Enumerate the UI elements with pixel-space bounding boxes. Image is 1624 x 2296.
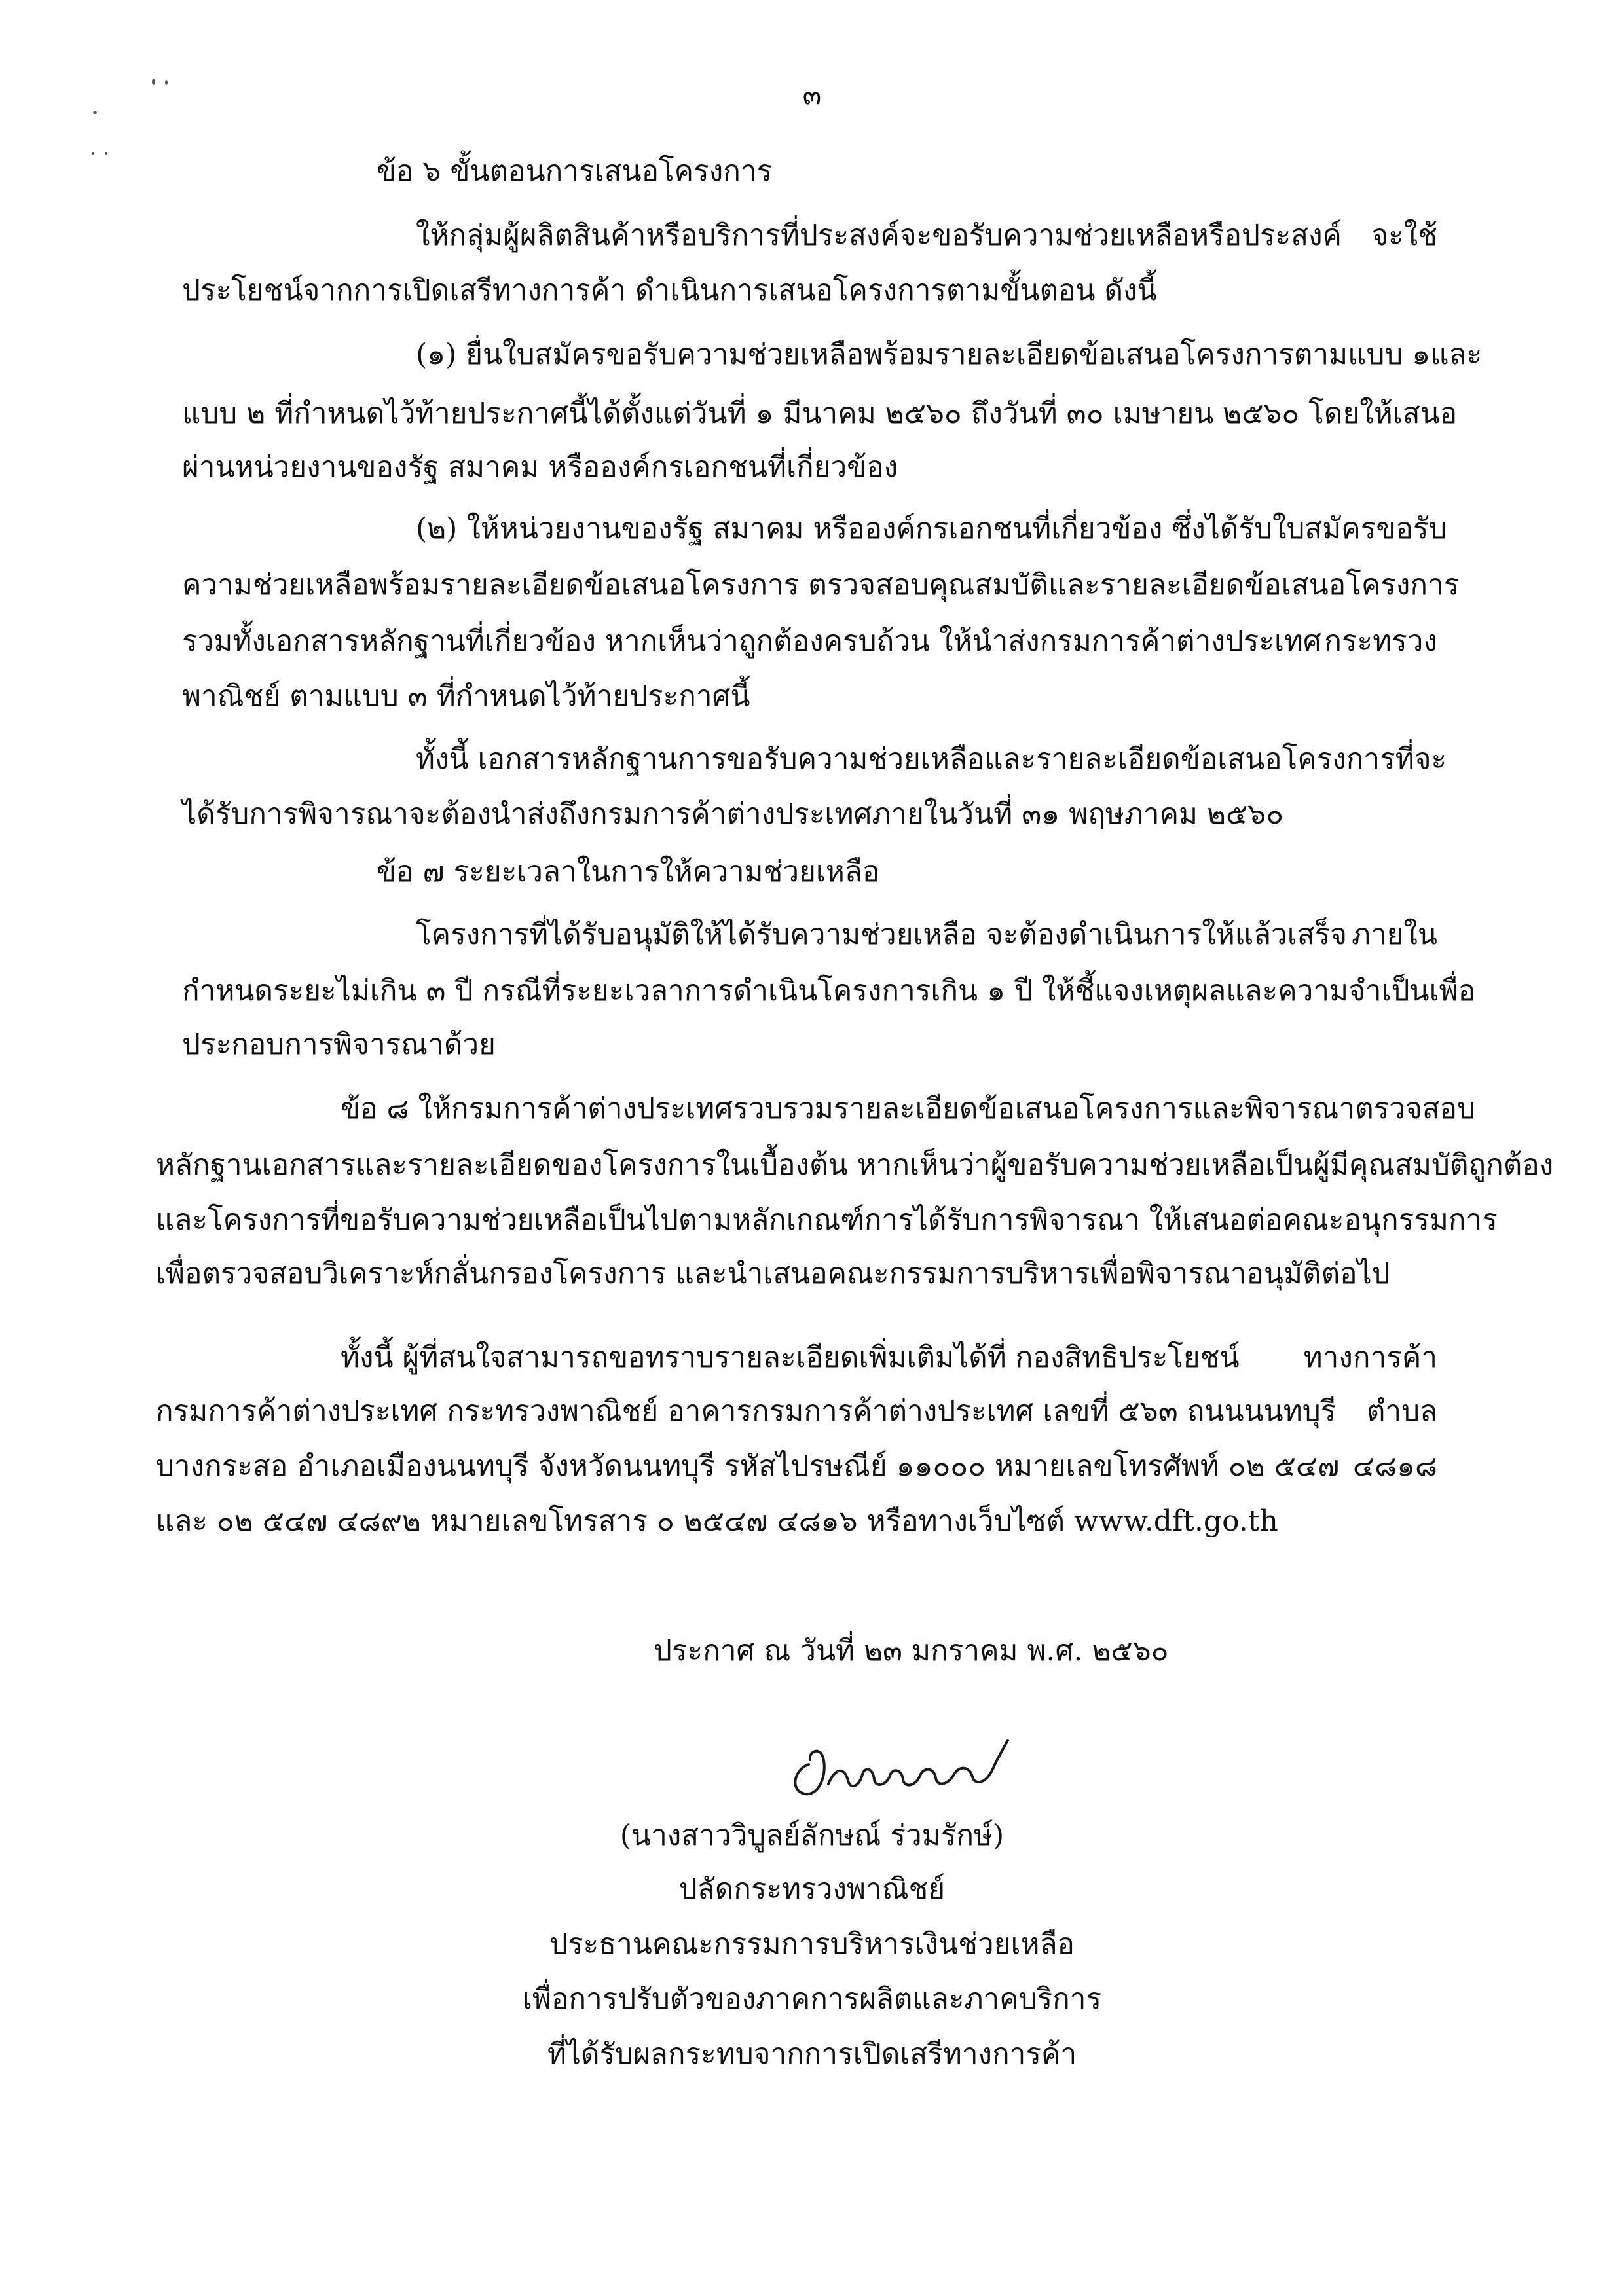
- line-text: คุณสมบัติถูกต้อง: [1348, 1148, 1554, 1182]
- line-text: ทั้งนี้ ผู้ที่สนใจสามารถขอทราบรายละเอียดเพิ่มเติมได้ที่ กองสิทธิประโยชน์: [341, 1341, 1240, 1374]
- line-text: แบบ ๒ ที่กำหนดไว้ท้ายประกาศนี้ได้ตั้งแต่วันที่ ๑ มีนาคม ๒๕๖๐ ถึงวันที่ ๓๐ เมษายน ๒๕๖๐ โดยให้: [182, 397, 1393, 430]
- paragraph-line: [416, 740, 1447, 779]
- signatory-position: ปลัดกระทรวงพาณิชย์: [678, 1872, 946, 1906]
- line-text: ๔๘๑๘: [1352, 1449, 1437, 1483]
- line-text: ภายใน: [1351, 918, 1437, 951]
- line-text: จะใช้: [1371, 219, 1437, 252]
- paragraph-line: ประโยชน์จากการเปิดเสรีทางการค้า ดำเนินการเสนอโครงการตามขั้นตอน ดังนี้: [182, 274, 1157, 307]
- paragraph-line: [416, 509, 1447, 549]
- line-text: บางกระสอ อำเภอเมืองนนทบุรี จังหวัดนนทบุรี รหัสไปรษณีย์ ๑๑๐๐๐ หมายเลขโทรศัพท์ ๐๒ ๕๔๗: [156, 1449, 1340, 1483]
- paragraph-line: [156, 1392, 1437, 1431]
- scan-speck: [105, 152, 107, 155]
- paragraph-line: ผ่านหน่วยงานของรัฐ สมาคม หรือองค์กรเอกชนที่เกี่ยวข้อง: [182, 450, 898, 484]
- line-text: ตรวจสอบ: [1355, 1092, 1475, 1125]
- line-text: และ: [1430, 338, 1483, 371]
- line-text: หลักฐานเอกสารและรายละเอียดของโครงการในเบื้องต้น หากเห็นว่าผู้ขอรับความช่วยเหลือเป็นผู้มี: [156, 1148, 1349, 1182]
- paragraph-line: [156, 1447, 1437, 1486]
- paragraph-line: [416, 335, 1483, 374]
- line-text: ตำบล: [1366, 1394, 1437, 1428]
- paragraph-line: เพื่อตรวจสอบวิเคราะห์กลั่นกรองโครงการ และนำเสนอคณะกรรมการบริหารเพื่อพิจารณาอนุมัติต่อไป: [156, 1257, 1390, 1290]
- line-text: กรมการค้าต่างประเทศ กระทรวงพาณิชย์ อาคารกรมการค้าต่างประเทศ เลขที่ ๕๖๓ ถนนนนทบุรี: [156, 1394, 1337, 1428]
- line-text: โครงการที่ได้รับอนุมัติให้ได้รับความช่วยเหลือ จะต้องดำเนินการให้แล้วเสร็จ: [416, 918, 1348, 951]
- line-text: (๒) ให้หน่วยงานของรัฐ สมาคม หรือองค์กรเอกชนที่เกี่ยวข้อง ซึ่งได้รับใบสมัคร: [416, 512, 1376, 545]
- line-text: และโครงการที่ขอรับความช่วยเหลือเป็นไปตามหลักเกณฑ์การได้รับการพิจารณา ให้เสนอต่อ: [156, 1203, 1283, 1237]
- paragraph-line: [156, 1201, 1498, 1240]
- line-text: (๑) ยื่นใบสมัครขอรับความช่วยเหลือพร้อมรายละเอียดข้อเสนอโครงการตามแบบ ๑: [416, 338, 1431, 371]
- line-text: ที่จะ: [1395, 742, 1447, 776]
- paragraph-line: [182, 566, 1460, 605]
- line-text: ขอรับ: [1376, 512, 1447, 545]
- line-text: ทางการค้า: [1303, 1341, 1437, 1374]
- paragraph-line: [182, 622, 1437, 661]
- line-text: ความช่วยเหลือพร้อมรายละเอียดข้อเสนอโครงการ ตรวจสอบคุณสมบัติและรายละเอียดข้อเสนอ: [182, 568, 1346, 602]
- signatory-position: เพื่อการปรับตัวของภาคการผลิตและภาคบริการ: [522, 1982, 1102, 2016]
- line-text: ข้อ ๘ ให้กรมการค้าต่างประเทศรวบรวมรายละเอียดข้อเสนอโครงการและพิจารณา: [341, 1092, 1356, 1125]
- line-text: กำหนดระยะไม่เกิน ๓ ปี กรณีที่ระยะเวลาการดำเนินโครงการเกิน ๑ ปี ให้ชี้แจงเหตุผลและความจำเป็น: [182, 974, 1430, 1008]
- scan-speck: [92, 152, 94, 155]
- line-text: กระทรวง: [1324, 625, 1437, 658]
- announcement-date: ประกาศ ณ วันที่ ๒๓ มกราคม พ.ศ. ๒๕๖๐: [654, 1634, 1169, 1667]
- signatory-position: ประธานคณะกรรมการบริหารเงินช่วยเหลือ: [549, 1927, 1075, 1961]
- paragraph-line: [416, 915, 1437, 955]
- clause-7-heading: ข้อ ๗ ระยะเวลาในการให้ความช่วยเหลือ: [377, 855, 880, 888]
- paragraph-line: พาณิชย์ ตามแบบ ๓ ที่กำหนดไว้ท้ายประกาศนี้: [182, 680, 750, 713]
- handwritten-signature: [783, 1728, 1018, 1807]
- line-text: โครงการ: [1346, 568, 1460, 602]
- line-text: คณะอนุกรรมการ: [1282, 1203, 1498, 1237]
- line-text: รวมทั้งเอกสารหลักฐานที่เกี่ยวข้อง หากเห็นว่าถูกต้องครบถ้วน ให้นำส่งกรมการค้าต่างประเทศ: [182, 625, 1321, 658]
- paragraph-line: และ ๐๒ ๕๔๗ ๔๘๙๒ หมายเลขโทรสาร ๐ ๒๕๔๗ ๔๘๑๖ หรือทางเว็บไซต์ www.dft.go.th: [156, 1504, 1278, 1538]
- paragraph-line: ได้รับการพิจารณาจะต้องนำส่งถึงกรมการค้าต่างประเทศภายในวันที่ ๓๑ พฤษภาคม ๒๕๖๐: [182, 797, 1284, 831]
- page-number: ๓: [802, 79, 822, 111]
- paragraph-line: [341, 1338, 1437, 1377]
- paragraph-line: [416, 216, 1437, 255]
- clause-6-heading: ข้อ ๖ ขั้นตอนการเสนอโครงการ: [377, 155, 773, 188]
- paragraph-line: [182, 394, 1458, 433]
- paragraph-line: [156, 1146, 1554, 1185]
- line-text: ให้กลุ่มผู้ผลิตสินค้าหรือบริการที่ประสงค์จะขอรับความช่วยเหลือหรือประสงค์: [416, 219, 1342, 252]
- paragraph-line: [182, 972, 1476, 1011]
- line-text: เสนอ: [1392, 397, 1458, 430]
- line-text: ทั้งนี้ เอกสารหลักฐานการขอรับความช่วยเหลือและรายละเอียดข้อเสนอโครงการ: [416, 742, 1395, 776]
- paragraph-line: ประกอบการพิจารณาด้วย: [182, 1028, 496, 1061]
- signatory-name: (นางสาววิบูลย์ลักษณ์ ร่วมรักษ์): [619, 1819, 1005, 1852]
- paragraph-line: [341, 1089, 1475, 1129]
- signatory-position: ที่ได้รับผลกระทบจากการเปิดเสรีทางการค้า: [547, 2037, 1077, 2071]
- line-text: เพื่อ: [1429, 974, 1476, 1008]
